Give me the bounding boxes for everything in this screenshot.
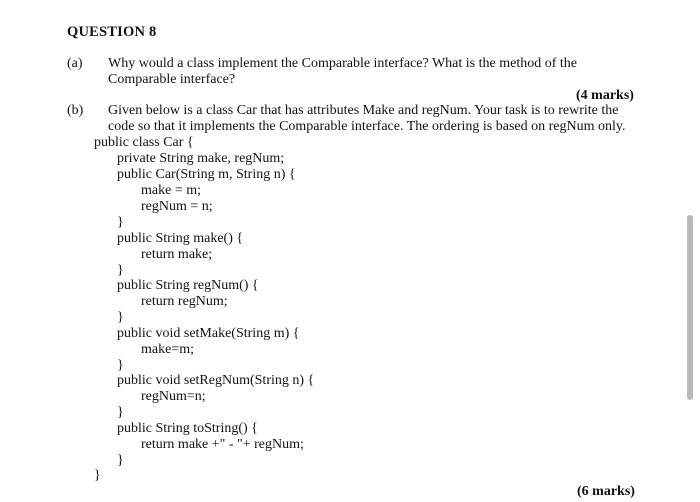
- code-line: make = m;: [141, 183, 201, 198]
- code-line: }: [117, 453, 124, 468]
- code-line: public void setMake(String m) {: [117, 326, 300, 341]
- part-b-text: Given below is a class Car that has attributes Make and regNum. Your task is to rewrite the code so that it implements the Comparable interface. The ordering is based on regNum only.: [108, 103, 626, 134]
- code-line: return regNum;: [141, 294, 228, 309]
- code-line: }: [117, 215, 124, 230]
- code-line: public String toString() {: [117, 421, 258, 436]
- part-b-marks: (6 marks): [577, 484, 635, 499]
- scrollbar-thumb[interactable]: [687, 215, 693, 400]
- question-title: QUESTION 8: [67, 24, 157, 40]
- vertical-scrollbar[interactable]: [685, 205, 695, 405]
- code-line: public String regNum() {: [117, 278, 259, 293]
- code-line: return make +" - "+ regNum;: [141, 437, 304, 452]
- code-line: public String make() {: [117, 231, 244, 246]
- part-a-text: Why would a class implement the Comparable interface? What is the method of the Comparable interface?: [108, 56, 577, 87]
- code-line: private String make, regNum;: [117, 151, 285, 166]
- code-line: public void setRegNum(String n) {: [117, 373, 315, 388]
- part-a-label: (a): [67, 56, 83, 71]
- code-line: }: [117, 263, 124, 278]
- code-line: }: [94, 468, 101, 483]
- part-b-label: (b): [67, 103, 84, 118]
- code-line: regNum=n;: [141, 389, 206, 404]
- code-line: }: [117, 358, 124, 373]
- code-line: make=m;: [141, 342, 194, 357]
- part-a-marks: (4 marks): [576, 88, 634, 103]
- code-line: public Car(String m, String n) {: [117, 167, 296, 182]
- code-line: return make;: [141, 247, 213, 262]
- code-line: public class Car {: [94, 135, 194, 150]
- code-line: }: [117, 310, 124, 325]
- code-line: regNum = n;: [141, 199, 213, 214]
- code-line: }: [117, 405, 124, 420]
